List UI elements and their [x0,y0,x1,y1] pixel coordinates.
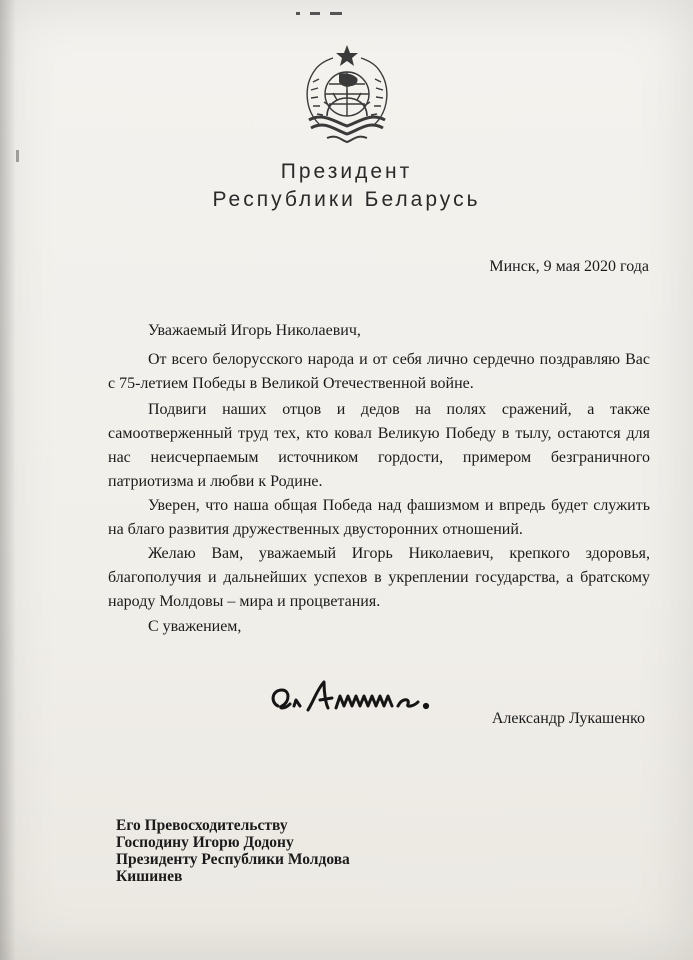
paragraph-text: Желаю Вам, уважаемый Игорь Николаевич, крепкого здоровья, благополучия и дальнейших успехов в укреплении государства, а братскому народу Молдовы – мира и процветания. [108,545,650,610]
handwritten-signature [264,670,444,720]
addressee-block [116,817,350,885]
punch-marks [296,12,344,15]
belarus-coat-of-arms-icon [297,42,397,146]
paragraph-4 [108,542,650,614]
addressee-line: Президенту Республики Молдова [116,851,350,868]
paragraph-3 [108,494,650,542]
paragraph-text: Подвиги наших отцов и дедов на полях сражений, а также самоотверженный труд тех, кто ковал Великую Победу в тылу, остаются для нас неисчерпаемым источником гордости, примером безграничного патриотизма и любви к Родине. [108,401,650,490]
addressee-line: Его Превосходительству [116,817,288,834]
page-edge-shadow [0,0,16,960]
closing: С уважением, [148,618,242,635]
paragraph-2 [108,398,650,494]
addressee-line: Кишинев [116,868,183,885]
paragraph-1 [108,348,650,396]
title-president: Президент [280,160,413,183]
signer-name: Александр Лукашенко [491,710,645,727]
paragraph-text: Уверен, что наша общая Победа над фашизмом и впредь будет служить на благо развития дружественных двусторонних отношений. [108,497,650,538]
paragraph-text: От всего белорусского народа и от себя лично сердечно поздравляю Вас с 75-летием Победы в Великой Отечественной войне. [108,351,650,392]
letter-date: Минск, 9 мая 2020 года [489,258,649,275]
salutation: Уважаемый Игорь Николаевич, [148,322,361,339]
addressee-line: Господину Игорю Додону [116,834,294,851]
edge-mark [16,150,19,162]
title-republic: Республики Беларусь [212,188,481,211]
